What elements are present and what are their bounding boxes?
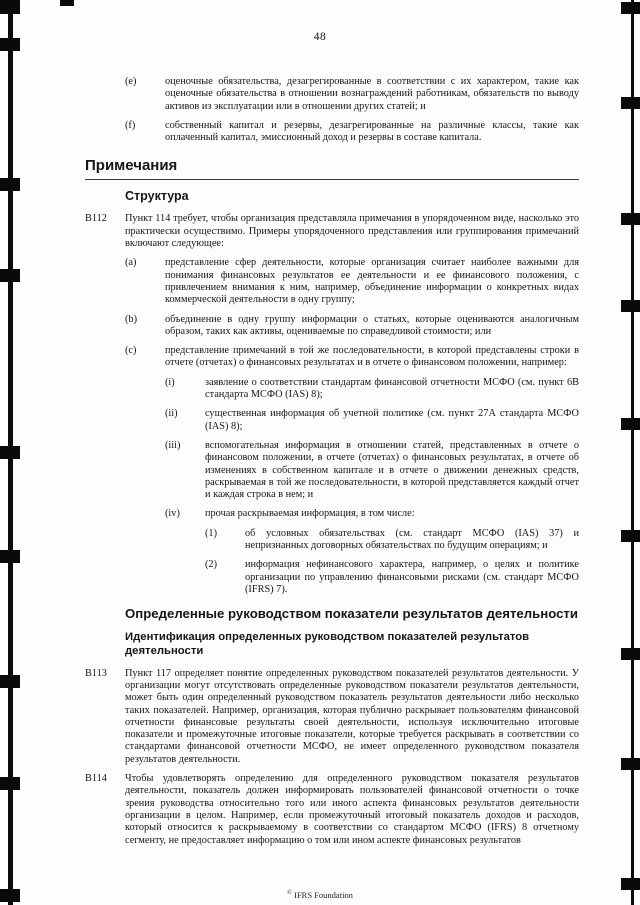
page-number: 48 <box>313 31 327 43</box>
subsection-heading-mpm-identification: Идентификация определенных руководством показателей результатов деятельности <box>125 630 530 658</box>
list-item-text: объединение в одну группу информации о статьях, которые оцениваются аналогичным образом, таких как активы, оцениваемые по справедливой стоимости; или <box>165 313 579 337</box>
scan-artifact <box>60 0 74 6</box>
scan-artifact <box>621 648 640 660</box>
scan-artifact <box>0 777 20 790</box>
scan-artifact <box>0 446 20 459</box>
scan-artifact <box>621 530 640 542</box>
list-item <box>165 377 579 402</box>
list-item <box>125 314 579 339</box>
list-item <box>205 559 579 596</box>
list-item <box>165 408 579 433</box>
list-item <box>125 120 579 145</box>
scan-artifact <box>621 213 640 225</box>
scan-artifact <box>0 269 20 282</box>
list-item-text: прочая раскрываемая информация, в том числе: <box>205 508 415 520</box>
list-item-label: (e) <box>125 76 137 87</box>
scan-artifact <box>0 550 20 563</box>
list-item-text: заявление о соответствии стандартам финансовой отчетности МСФО (см. пункт 6В стандарта МСФО (IAS) 8); <box>205 376 579 401</box>
list-item-label: (f) <box>125 119 136 131</box>
list-item-text: информация нефинансового характера, например, о целях и политике организации по управлению финансовыми рисками (см. стандарт МСФО (IFRS) 7). <box>245 559 579 595</box>
list-item-label: (iv) <box>165 508 180 520</box>
list-item-label: (c) <box>125 345 137 357</box>
scan-artifact <box>621 300 640 312</box>
paragraph-ref: B113 <box>85 667 107 679</box>
footer-text: IFRS Foundation <box>294 890 353 900</box>
list-item-label: (a) <box>125 257 137 269</box>
list-item-label: (i) <box>165 376 175 388</box>
scan-artifact <box>621 418 640 430</box>
list-item <box>125 257 579 306</box>
paragraph-b112 <box>85 213 579 250</box>
list-item-text: об условных обязательствах (см. стандарт МСФО (IAS) 37) и непризнанных договорных обязательствах по будущим операциям; и <box>245 527 579 552</box>
paragraph-b114 <box>85 773 579 847</box>
paragraph-text: Чтобы удовлетворять определению для определенного руководством показателя результатов деятельности, показатель должен информировать пользователей финансовой отчетности о точке зрения руководства относительно того или иного аспекта финансовых результатов деятельности организации в целом. Например, если промежуточный итоговый показатель доходов и расходов, который относится к раскрываемому в соответствии со стандартом МСФО (IFRS) 8 отчетному сегменту, не предоставляет информацию о том или ином аспекте финансовых результатов <box>125 773 579 846</box>
list-item <box>165 440 579 501</box>
scan-artifact <box>621 97 640 109</box>
page-footer <box>0 889 640 900</box>
list-item-label: (1) <box>205 527 218 539</box>
paragraph-ref: B114 <box>85 773 107 785</box>
list-item-text: оценочные обязательства, дезагрегированные в соответствии с их характером, такие как оценочные обязательства в отношении вознаграждений работникам, обязательств по выводу активов из эксплуатации или в отношении других статей; и <box>165 76 579 112</box>
scan-artifact <box>0 675 20 688</box>
scan-artifact <box>621 758 640 770</box>
section-heading-mpm: Определенные руководством показатели результатов деятельности <box>125 606 578 622</box>
subsection-heading-structure: Структура <box>125 189 189 204</box>
list-item <box>125 345 579 370</box>
list-item <box>205 528 579 553</box>
paragraph-text: Пункт 114 требует, чтобы организация представляла примечания в упорядоченном виде, насколько это практически осуществимо. Примеры упорядоченного представления или группирования примечаний включают следующее: <box>125 213 579 250</box>
scan-artifact <box>0 0 20 14</box>
paragraph-text: Пункт 117 определяет понятие определенных руководством показателей результатов деятельности. У организации могут отсутствовать определенные руководством показатели результатов деятельности, может быть один определенный руководством показатель результатов деятельности либо несколько таких показателей. Например, организация, которая публично раскрывает пользователям финансовой отчетности финансовые результаты своей деятельности, используя исключительно итоговые показатели и промежуточные итоговые показатели, которые требуется раскрывать в соответствии со стандартами финансовой отчетности МСФО, не имеет определенного руководством показателя результатов деятельности. <box>125 667 579 765</box>
page-content <box>85 76 579 854</box>
list-item <box>125 76 579 113</box>
paragraph-b113 <box>85 668 579 766</box>
list-item-label: (iii) <box>165 439 181 451</box>
paragraph-ref: B112 <box>85 213 107 225</box>
list-item-text: существенная информация об учетной политике (см. пункт 27А стандарта МСФО (IAS) 8); <box>205 408 579 432</box>
section-heading-notes: Примечания <box>85 157 579 180</box>
scan-artifact <box>0 178 20 191</box>
scan-artifact <box>621 2 640 14</box>
list-item-text: представление примечаний в той же последовательности, в которой представлены строки в отчете (отчетах) о финансовых результатах и в отчете о финансовом положении, например: <box>165 345 579 369</box>
copyright-symbol: © <box>287 889 292 897</box>
list-item-label: (2) <box>205 559 218 571</box>
list-item-label: (b) <box>125 313 138 325</box>
list-item-text: вспомогательная информация в отношении статей, представленных в отчете о финансовом положении, в отчете (отчетах) о финансовых результатах, в отчете об изменениях в собственном капитале и в отчете о движении денежных средств, раскрываемая в той же последовательности, в которой представляется каждый отчет и каждая строка в нем; и <box>205 439 579 501</box>
list-item-text: собственный капитал и резервы, дезагрегированные на различные классы, такие как оплаченный капитал, эмиссионный доход и резервы в составе капитала. <box>165 119 579 144</box>
list-item-label: (ii) <box>165 408 178 420</box>
list-item <box>165 508 579 520</box>
list-item-text: представление сфер деятельности, которые организация считает наиболее важными для понимания финансовых результатов ее деятельности и ее финансового положения, с привлечением внимания к ним, например, объединение информации о конкретных видах коммерческой деятельности в одну группу; <box>165 257 579 306</box>
